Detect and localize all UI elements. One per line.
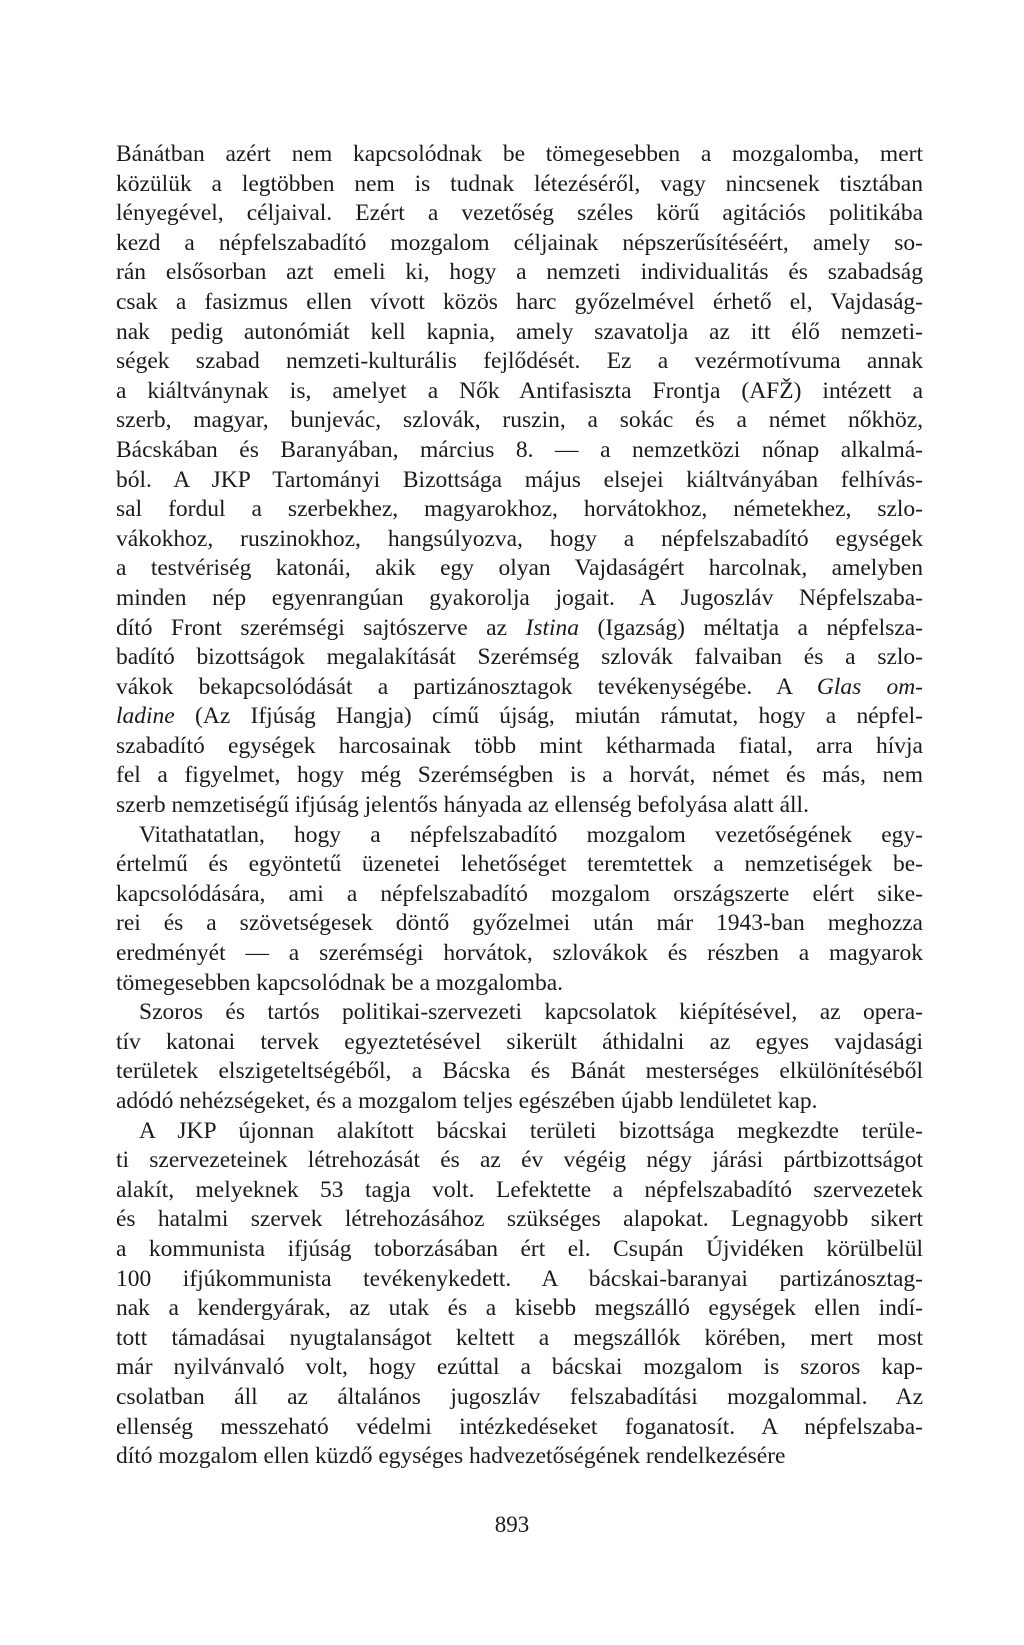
italic-title: Istina [525,614,580,641]
text-line: lényegével, céljaival. Ezért a vezetőség széles körű agitációs politikába [116,200,923,227]
text-line: közülük a legtöbben nem is tudnak létezéséről, vagy nincsenek tisztában [116,170,923,197]
text-line: Vitathatatlan, hogy a népfelszabadító mozgalom vezetőségének egy- [139,821,923,848]
text-line: már nyilvánvaló volt, hogy ezúttal a bácskai mozgalom is szoros kap- [116,1354,923,1381]
paragraph-4 [116,1117,923,1472]
italic-title: Glas om- [816,673,923,700]
text-line: alakít, melyeknek 53 tagja volt. Lefektette a népfelszabadító szervezetek [116,1176,923,1203]
text-line: Szoros és tartós politikai-szervezeti kapcsolatok kiépítésével, az opera- [139,999,923,1026]
text-line: minden nép egyenrangúan gyakorolja jogait. A Jugoszláv Népfelszaba- [116,584,923,611]
text-line: kapcsolódására, ami a népfelszabadító mozgalom országszerte elért sike- [116,880,923,907]
text-line: ségek szabad nemzeti-kulturális fejlődését. Ez a vezérmotívuma annak [116,348,923,375]
text-line: sal fordul a szerbekhez, magyarokhoz, horvátokhoz, németekhez, szlo- [116,496,923,523]
text-line: csolatban áll az általános jugoszláv felszabadítási mozgalommal. Az [116,1383,923,1410]
text-line: és hatalmi szervek létrehozásához szükséges alapokat. Legnagyobb sikert [116,1206,923,1233]
text-line: dító mozgalom ellen küzdő egységes hadvezetőségének rendelkezésére [116,1443,786,1470]
text-line: eredményét — a szerémségi horvátok, szlovákok és részben a magyarok [116,940,923,967]
paragraph-3 [116,998,923,1116]
text-line: nak a kendergyárak, az utak és a kisebb megszálló egységek ellen indí- [116,1295,923,1322]
text-line: szerb nemzetiségű ifjúság jelentős hányada az ellenség befolyása alatt áll. [116,792,809,819]
text-line: rán elsősorban azt emeli ki, hogy a nemzeti individualitás és szabadság [116,259,923,286]
text-line: nak pedig autonómiát kell kapnia, amely szavatolja az itt élő nemzeti- [116,318,923,345]
text-line: a kiáltványnak is, amelyet a Nők Antifasiszta Frontja (AFŽ) intézett a [116,377,923,404]
text-line: adódó nehézségeket, és a mozgalom teljes egészében újabb lendületet kap. [116,1088,818,1114]
text-line: szabadító egységek harcosainak több mint kétharmada fiatal, arra hívja [116,732,923,759]
text-line: rei és a szövetségesek döntő győzelmei után már 1943-ban meghozza [116,910,923,937]
text-line: értelmű és egyöntetű üzenetei lehetőséget teremtettek a nemzetiségek be- [116,851,923,878]
text-line: Bánátban azért nem kapcsolódnak be tömegesebben a mozgalomba, mert [116,141,923,167]
text-line: csak a fasizmus ellen vívott közös harc győzelmével érhető el, Vajdaság- [116,288,923,315]
text-line: tömegesebben kapcsolódnak be a mozgalomba. [116,969,564,996]
page-number: 893 [494,1512,530,1537]
text-line: a kommunista ifjúság toborzásában ért el. Csupán Újvidéken körülbelül [116,1235,923,1262]
text-line: 100 ifjúkommunista tevékenykedett. A bácskai-baranyai partizánosztag- [116,1265,923,1292]
text-line: vákokhoz, ruszinokhoz, hangsúlyozva, hogy a népfelszabadító egységek [116,525,923,552]
page-body [116,140,923,1472]
text-line: a testvériség katonái, akik egy olyan Vajdaságért harcolnak, amelyben [116,555,923,582]
text-line: ból. A JKP Tartományi Bizottsága május elsejei kiáltványában felhívás- [116,466,923,493]
text-line: fel a figyelmet, hogy még Szerémségben is a horvát, német és más, nem [116,762,923,789]
text-line: tív katonai tervek egyeztetésével sikerült áthidalni az egyes vajdasági [116,1028,923,1055]
text-line: dító Front szerémségi sajtószerve az Istina (Igazság) méltatja a népfelsza- [116,614,923,641]
text-line: badító bizottságok megalakítását Szerémség szlovák falvaiban és a szlo- [116,644,923,671]
paragraph-1 [116,140,923,821]
text-line: ladine (Az Ifjúság Hangja) című újság, miután rámutat, hogy a népfel- [116,703,923,730]
italic-title: ladine [116,703,175,730]
text-line: vákok bekapcsolódását a partizánosztagok tevékenységébe. A Glas om- [116,673,923,700]
text-line: szerb, magyar, bunjevác, szlovák, ruszin, a sokác és a német nőkhöz, [116,407,923,434]
text-line: tott támadásai nyugtalanságot keltett a megszállók körében, mert most [116,1324,923,1351]
text-line: kezd a népfelszabadító mozgalom céljainak népszerűsítéséért, amely so- [116,229,923,256]
text-line: ellenség messzeható védelmi intézkedéseket foganatosít. A népfelszaba- [116,1413,923,1440]
text-line: Bácskában és Baranyában, március 8. — a nemzetközi nőnap alkalmá- [116,436,923,463]
text-line: területek elszigeteltségéből, a Bácska és Bánát mesterséges elkülönítéséből [116,1058,923,1085]
paragraph-2 [116,821,923,999]
text-line: A JKP újonnan alakított bácskai területi bizottsága megkezdte terüle- [139,1117,923,1144]
text-line: ti szervezeteinek létrehozását és az év végéig négy járási pártbizottságot [116,1147,923,1174]
